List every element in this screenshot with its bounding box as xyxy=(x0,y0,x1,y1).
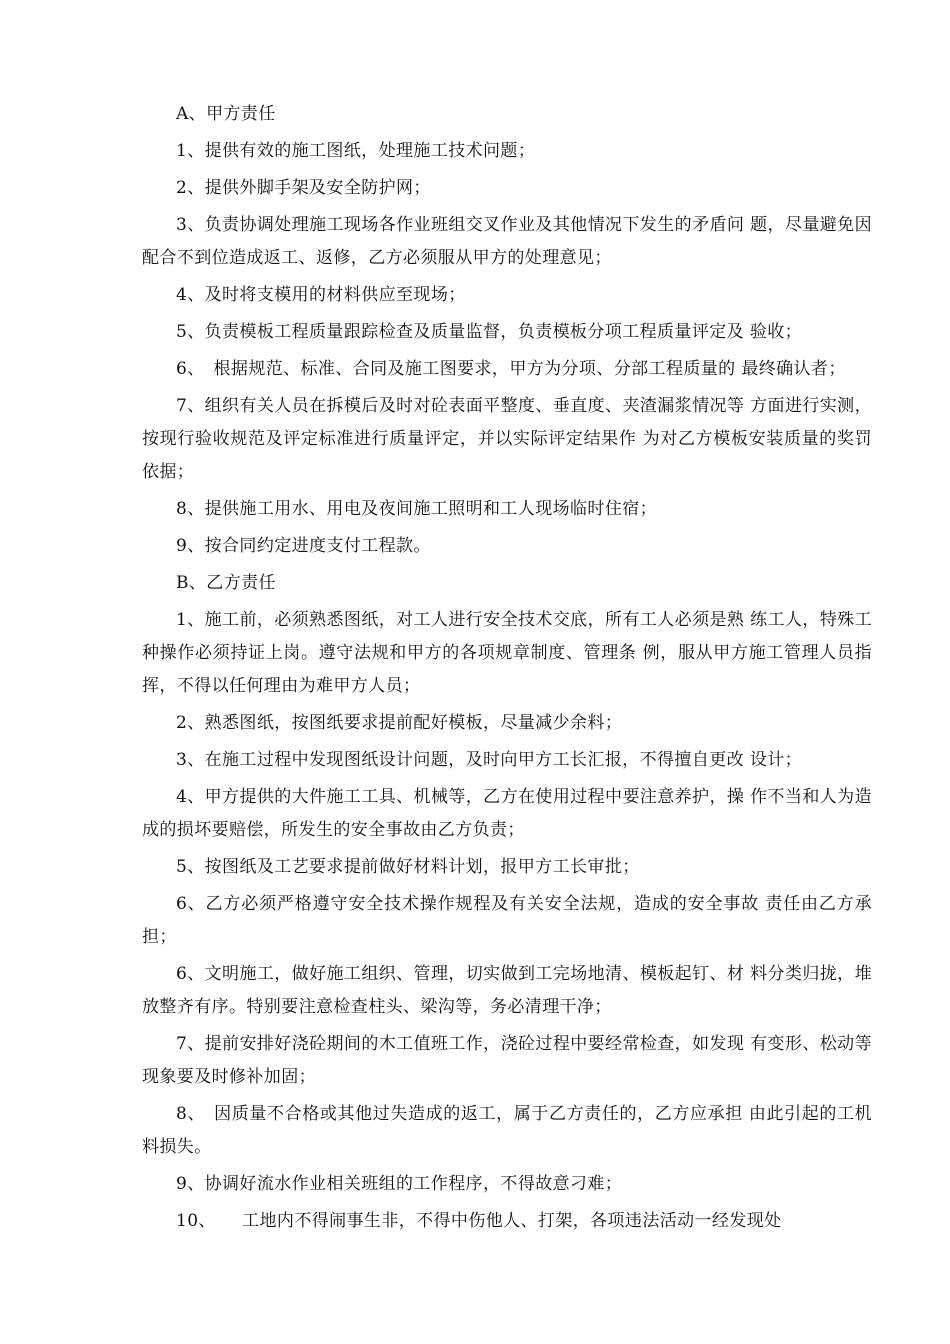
paragraph: 2、提供外脚手架及安全防护网； xyxy=(176,178,431,198)
paragraph: 6、 根据规范、标准、合同及施工图要求，甲方为分项、分部工程质量的 最终确认者； xyxy=(176,359,846,379)
paragraph: 8、 因质量不合格或其他过失造成的返工，属于乙方责任的，乙方应承担 由此引起的工机料损失。 xyxy=(142,1104,872,1157)
paragraph: 6、乙方必须严格遵守安全技术操作规程及有关安全法规，造成的安全事故 责任由乙方承担； xyxy=(142,894,872,947)
paragraph: 8、提供施工用水、用电及夜间施工照明和工人现场临时住宿； xyxy=(176,499,658,519)
paragraph: 7、组织有关人员在拆模后及时对砼表面平整度、垂直度、夹渣漏浆情况等 方面进行实测，按现行验收规范及评定标准进行质量评定，并以实际评定结果作 为对乙方模板安装质量的奖罚依据； xyxy=(142,396,872,482)
paragraph: 6、文明施工，做好施工组织、管理，切实做到工完场地清、模板起钉、材 料分类归拢，堆放整齐有序。特别要注意检查柱头、梁沟等，务必清理干净； xyxy=(142,964,872,1017)
paragraph: 1、施工前，必须熟悉图纸，对工人进行安全技术交底，所有工人必须是熟 练工人，特殊工种操作必须持证上岗。遵守法规和甲方的各项规章制度、管理条 例，服从甲方施工管理人员指挥，不得以任何理由为难甲方人员； xyxy=(142,610,872,696)
paragraph: 3、在施工过程中发现图纸设计问题，及时向甲方工长汇报，不得擅自更改 设计； xyxy=(176,750,803,770)
section-heading-party-b: B、乙方责任 xyxy=(176,573,276,593)
paragraph: 7、提前安排好浇砼期间的木工值班工作，浇砼过程中要经常检查，如发现 有变形、松动等现象要及时修补加固； xyxy=(142,1034,872,1087)
section-heading-party-a: A、甲方责任 xyxy=(176,104,276,124)
paragraph: 3、负责协调处理施工现场各作业班组交叉作业及其他情况下发生的矛盾问 题，尽量避免因配合不到位造成返工、返修，乙方必须服从甲方的处理意见； xyxy=(142,215,872,268)
paragraph: 4、甲方提供的大件施工工具、机械等，乙方在使用过程中要注意养护，操 作不当和人为造成的损坏要赔偿，所发生的安全事故由乙方负责； xyxy=(142,787,872,840)
paragraph: 9、按合同约定进度支付工程款。 xyxy=(176,536,431,556)
paragraph: 10、 工地内不得闹事生非，不得中伤他人、打架，各项违法活动一经发现处 xyxy=(176,1211,782,1231)
paragraph: 1、提供有效的施工图纸，处理施工技术问题； xyxy=(176,141,536,161)
document-page xyxy=(142,98,872,1238)
paragraph: 9、协调好流水作业相关班组的工作程序，不得故意刁难； xyxy=(176,1174,623,1194)
paragraph: 5、负责模板工程质量跟踪检查及质量监督，负责模板分项工程质量评定及 验收； xyxy=(176,322,803,342)
paragraph: 2、熟悉图纸，按图纸要求提前配好模板，尽量减少余料； xyxy=(176,713,623,733)
paragraph: 4、及时将支模用的材料供应至现场； xyxy=(176,285,466,305)
paragraph: 5、按图纸及工艺要求提前做好材料计划，报甲方工长审批； xyxy=(176,857,640,877)
